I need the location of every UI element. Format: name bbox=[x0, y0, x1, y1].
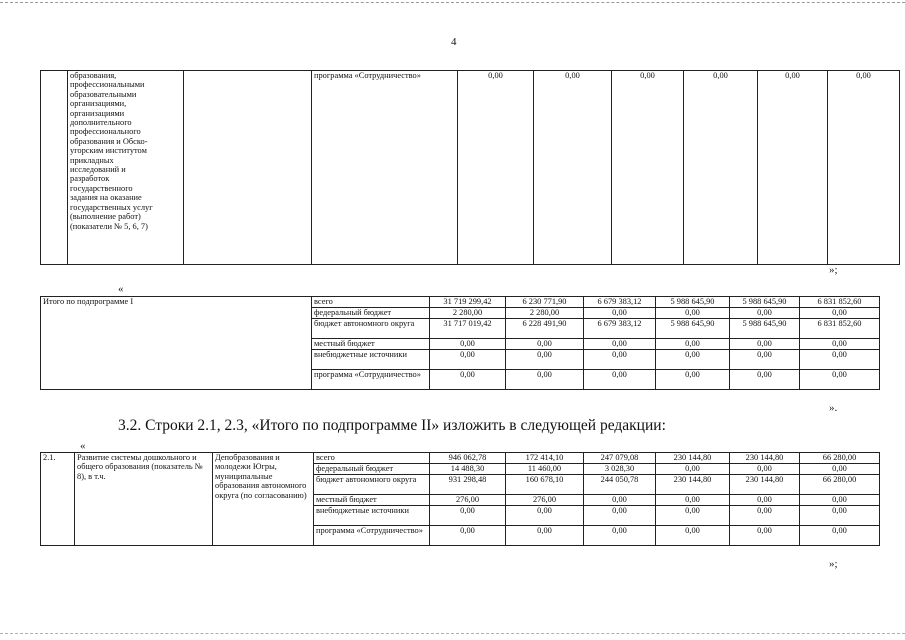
value-cell: 0,00 bbox=[534, 71, 612, 265]
section-heading: 3.2. Строки 2.1, 2.3, «Итого по подпрограмме II» изложить в следующей редакции: bbox=[118, 417, 666, 434]
source-cell: бюджет автономного округа bbox=[314, 475, 430, 495]
value-cell: 0,00 bbox=[584, 370, 656, 390]
number-cell bbox=[41, 71, 68, 265]
value-cell: 0,00 bbox=[612, 71, 684, 265]
value-cell: 5 988 645,90 bbox=[730, 297, 800, 308]
value-cell: 0,00 bbox=[684, 71, 758, 265]
source-cell: программа «Сотрудничество» bbox=[312, 71, 458, 265]
value-cell: 6 679 383,12 bbox=[584, 297, 656, 308]
value-cell: 3 028,30 bbox=[584, 464, 656, 475]
value-cell: 0,00 bbox=[800, 506, 880, 526]
value-cell: 0,00 bbox=[506, 526, 584, 546]
source-cell: местный бюджет bbox=[314, 495, 430, 506]
value-cell: 0,00 bbox=[656, 339, 730, 350]
value-cell: 0,00 bbox=[730, 464, 800, 475]
value-cell: 0,00 bbox=[800, 526, 880, 546]
value-cell: 0,00 bbox=[506, 370, 584, 390]
value-cell: 6 831 852,60 bbox=[800, 319, 880, 339]
description-line: задания на оказание bbox=[70, 193, 142, 203]
scan-edge-bottom bbox=[0, 633, 905, 634]
description-line: профессиональными bbox=[70, 80, 145, 90]
closing-quote-mark: »; bbox=[829, 558, 838, 570]
value-cell: 276,00 bbox=[506, 495, 584, 506]
value-cell: 0,00 bbox=[584, 495, 656, 506]
value-cell: 0,00 bbox=[730, 308, 800, 319]
description-line: дополнительного bbox=[70, 118, 132, 128]
description-line: прикладных bbox=[70, 155, 114, 165]
value-cell: 0,00 bbox=[800, 464, 880, 475]
opening-quote-mark: « bbox=[118, 283, 124, 295]
value-cell: 0,00 bbox=[730, 506, 800, 526]
table-row-2-1 bbox=[40, 452, 880, 546]
value-cell: 230 144,80 bbox=[730, 475, 800, 495]
value-cell: 5 988 645,90 bbox=[656, 297, 730, 308]
source-cell: внебюджетные источники bbox=[312, 350, 430, 370]
value-cell: 0,00 bbox=[430, 506, 506, 526]
value-cell: 0,00 bbox=[430, 370, 506, 390]
value-cell: 0,00 bbox=[730, 370, 800, 390]
source-cell: местный бюджет bbox=[312, 339, 430, 350]
value-cell: 276,00 bbox=[430, 495, 506, 506]
table-row bbox=[41, 297, 880, 308]
value-cell: 230 144,80 bbox=[656, 475, 730, 495]
value-cell: 14 488,30 bbox=[430, 464, 506, 475]
description-line: разработок bbox=[70, 174, 110, 184]
value-cell: 0,00 bbox=[656, 464, 730, 475]
value-cell: 2 280,00 bbox=[430, 308, 506, 319]
closing-quote-mark: »; bbox=[829, 264, 838, 276]
value-cell: 6 831 852,60 bbox=[800, 297, 880, 308]
value-cell: 0,00 bbox=[506, 339, 584, 350]
value-cell: 0,00 bbox=[506, 350, 584, 370]
value-cell: 244 050,78 bbox=[584, 475, 656, 495]
table-row bbox=[41, 453, 880, 464]
value-cell: 0,00 bbox=[730, 350, 800, 370]
value-cell: 6 679 383,12 bbox=[584, 319, 656, 339]
value-cell: 11 460,00 bbox=[506, 464, 584, 475]
value-cell: 66 280,00 bbox=[800, 453, 880, 464]
value-cell: 0,00 bbox=[656, 506, 730, 526]
value-cell: 172 414,10 bbox=[506, 453, 584, 464]
value-cell: 0,00 bbox=[800, 308, 880, 319]
description-line: организациями bbox=[70, 108, 125, 118]
opening-quote-mark: « bbox=[80, 440, 86, 452]
value-cell: 0,00 bbox=[800, 495, 880, 506]
value-cell: 2 280,00 bbox=[506, 308, 584, 319]
source-cell: всего bbox=[314, 453, 430, 464]
value-cell: 31 717 019,42 bbox=[430, 319, 506, 339]
description-line: образования и Обско- bbox=[70, 136, 148, 146]
value-cell: 0,00 bbox=[458, 71, 534, 265]
value-cell: 931 298,48 bbox=[430, 475, 506, 495]
source-cell: программа «Сотрудничество» bbox=[314, 526, 430, 546]
value-cell: 0,00 bbox=[584, 506, 656, 526]
value-cell: 0,00 bbox=[800, 370, 880, 390]
value-cell: 0,00 bbox=[656, 370, 730, 390]
number-cell: 2.1. bbox=[41, 453, 75, 546]
description-line: образования, bbox=[70, 71, 117, 80]
value-cell: 6 228 491,90 bbox=[506, 319, 584, 339]
value-cell: 0,00 bbox=[730, 526, 800, 546]
value-cell: 0,00 bbox=[800, 339, 880, 350]
value-cell: 0,00 bbox=[656, 495, 730, 506]
value-cell: 0,00 bbox=[430, 350, 506, 370]
value-cell: 0,00 bbox=[584, 526, 656, 546]
source-cell: внебюджетные источники bbox=[314, 506, 430, 526]
value-cell: 0,00 bbox=[656, 308, 730, 319]
value-cell: 0,00 bbox=[430, 339, 506, 350]
value-cell: 0,00 bbox=[584, 339, 656, 350]
description-line: образовательными bbox=[70, 89, 137, 99]
source-cell: всего bbox=[312, 297, 430, 308]
total-label: Итого по подпрограмме I bbox=[41, 297, 312, 390]
executor-cell: Депобразования и молодежи Югры, муниципальные образования автономного округа (по согласованию) bbox=[213, 453, 314, 546]
value-cell: 230 144,80 bbox=[656, 453, 730, 464]
value-cell: 0,00 bbox=[730, 339, 800, 350]
value-cell: 0,00 bbox=[584, 308, 656, 319]
scan-edge-top bbox=[0, 2, 905, 3]
closing-quote-mark: ». bbox=[829, 402, 838, 414]
source-cell: программа «Сотрудничество» bbox=[312, 370, 430, 390]
value-cell: 0,00 bbox=[758, 71, 828, 265]
description-line: профессионального bbox=[70, 127, 141, 137]
value-cell: 0,00 bbox=[828, 71, 900, 265]
value-cell: 0,00 bbox=[506, 506, 584, 526]
value-cell: 247 079,08 bbox=[584, 453, 656, 464]
executor-cell bbox=[184, 71, 312, 265]
description-cell bbox=[68, 71, 184, 265]
source-cell: бюджет автономного округа bbox=[312, 319, 430, 339]
value-cell: 5 988 645,90 bbox=[656, 319, 730, 339]
value-cell: 0,00 bbox=[656, 350, 730, 370]
table-subprogram-1-total bbox=[40, 296, 880, 390]
value-cell: 0,00 bbox=[584, 350, 656, 370]
name-cell: Развитие системы дошкольного и общего образования (показатель № 8), в т.ч. bbox=[75, 453, 213, 546]
description-line: государственных услуг bbox=[70, 202, 153, 212]
value-cell: 66 280,00 bbox=[800, 475, 880, 495]
value-cell: 946 062,78 bbox=[430, 453, 506, 464]
value-cell: 0,00 bbox=[800, 350, 880, 370]
description-line: угорским институтом bbox=[70, 146, 147, 156]
value-cell: 160 678,10 bbox=[506, 475, 584, 495]
page-number: 4 bbox=[451, 36, 457, 48]
description-line: (выполнение работ) bbox=[70, 212, 141, 222]
value-cell: 6 230 771,90 bbox=[506, 297, 584, 308]
description-line: исследований и bbox=[70, 165, 126, 175]
source-cell: федеральный бюджет bbox=[312, 308, 430, 319]
description-line: (показатели № 5, 6, 7) bbox=[70, 221, 148, 231]
value-cell: 5 988 645,90 bbox=[730, 319, 800, 339]
description-line: организациями, bbox=[70, 99, 127, 109]
description-line: государственного bbox=[70, 183, 133, 193]
value-cell: 31 719 299,42 bbox=[430, 297, 506, 308]
value-cell: 0,00 bbox=[656, 526, 730, 546]
value-cell: 0,00 bbox=[430, 526, 506, 546]
value-cell: 0,00 bbox=[730, 495, 800, 506]
value-cell: 230 144,80 bbox=[730, 453, 800, 464]
source-cell: федеральный бюджет bbox=[314, 464, 430, 475]
table-subprogram-1-continuation bbox=[40, 70, 900, 265]
